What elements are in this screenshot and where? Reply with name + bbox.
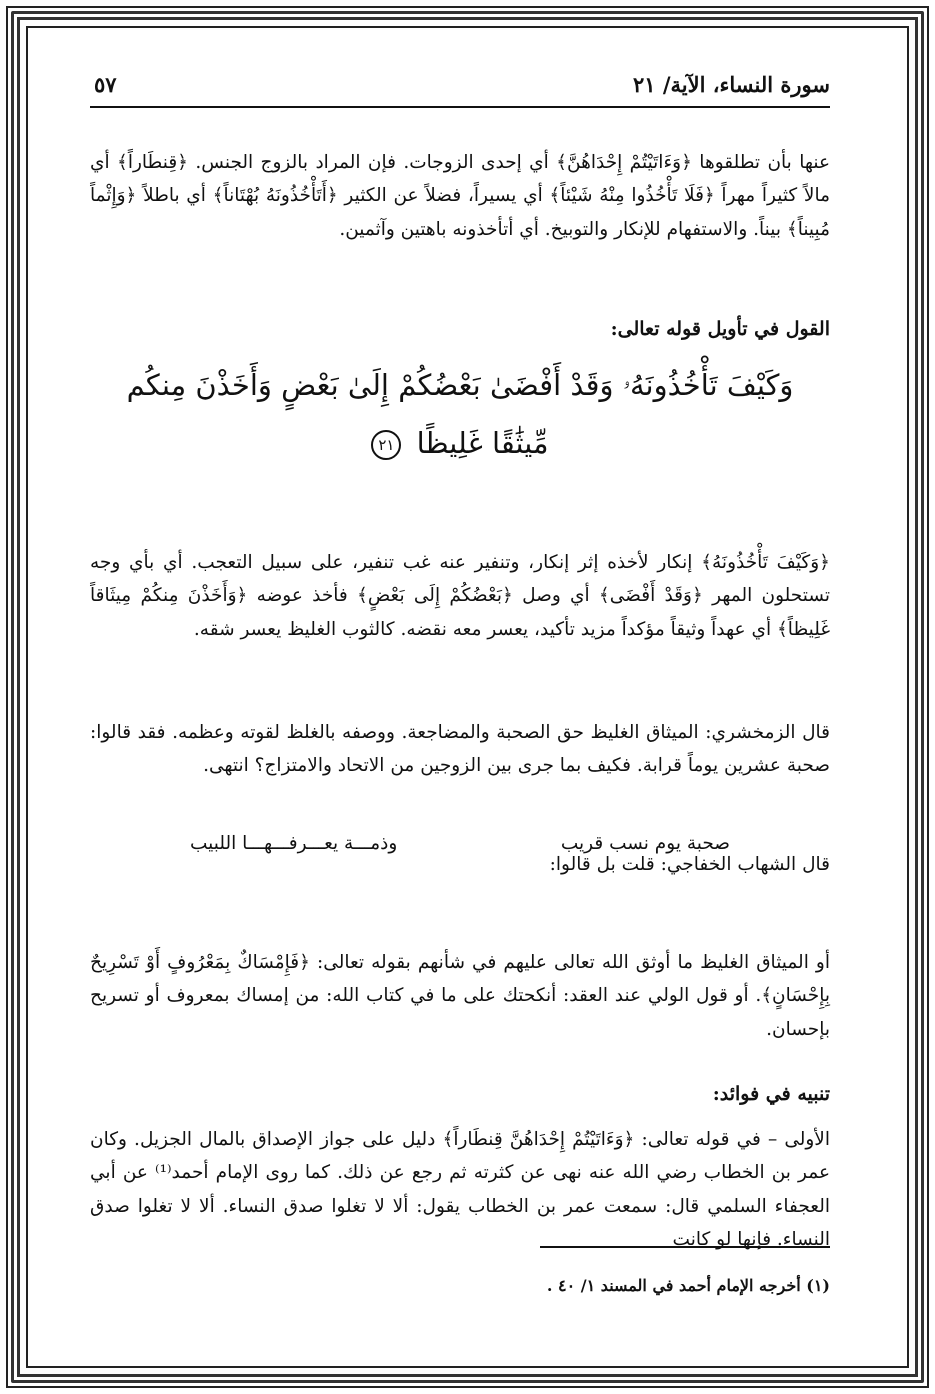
header-rule	[90, 106, 830, 108]
running-title: سورة النساء، الآية/ ٢١	[632, 72, 830, 97]
book-page	[90, 68, 830, 1343]
page-header	[90, 68, 830, 108]
quran-verse-line-2	[110, 418, 810, 468]
section-heading-fawaid: تنبيه في فوائد:	[712, 1083, 830, 1105]
poem-hemistich-1: صحبة يوم نسب قريب	[560, 833, 730, 854]
poem-verse	[190, 833, 730, 854]
section-heading-tawil: القول في تأويل قوله تعالى:	[610, 318, 830, 340]
paragraph-6: الأولى – في قوله تعالى: ﴿وَءَاتَيْتُمْ إِحْدَاهُنَّ قِنطَاراً﴾ دليل على جواز الإصداق بالمال الجزيل. وكان عمر بن الخطاب رضي الله عنه نهى عن كثرته ثم رجع عن ذلك. كما روى الإمام أحمد⁽¹⁾ عن أبي العجفاء السلمي قال: سمعت عمر بن الخطاب يقول: ألا لا تغلوا صدق النساء. ألا لا تغلوا صدق النساء. فإنها لو كانت	[90, 1129, 830, 1251]
quran-verse-line-2-text: مِّيثَٰقًا غَلِيظًا	[416, 426, 549, 460]
page-number: ٥٧	[94, 72, 117, 97]
footnote: (١) أخرجه الإمام أحمد في المسند ١/ ٤٠ .	[546, 1276, 830, 1295]
quran-verse-line-1: وَكَيْفَ تَأْخُذُونَهُۥ وَقَدْ أَفْضَىٰ بَعْضُكُمْ إِلَىٰ بَعْضٍ وَأَخَذْنَ مِنكُم	[126, 368, 794, 402]
poem-hemistich-2: وذمـــة يعـــرفـــهـــا اللبيب	[190, 833, 398, 854]
paragraph-4: قال الشهاب الخفاجي: قلت بل قالوا:	[549, 854, 830, 875]
paragraph-2: ﴿وَكَيْفَ تَأْخُذُونَهُ﴾ إنكار لأخذه إثر إنكار، وتنفير عنه غب تنفير، على سبيل التعجب. أي بأي وجه تستحلون المهر ﴿وَقَدْ أَفْضَى﴾ أي وصل ﴿بَعْضُكُمْ إِلَى بَعْضٍ﴾ فأخذ عوضه ﴿وَأَخَذْنَ مِنكُمْ مِيثَاقاً غَلِيظاً﴾ أي عهداً وثيقاً مؤكداً مزيد تأكيد، يعسر معه نقضه. كالثوب الغليظ يعسر شقه.	[90, 552, 830, 640]
footnote-rule	[540, 1246, 830, 1248]
paragraph-3: قال الزمخشري: الميثاق الغليظ حق الصحبة والمضاجعة. ووصفه بالغلظ لقوته وعظمه. فقد قالوا: صحبة عشرين يوماً قرابة. فكيف بما جرى بين الزوجين من الاتحاد والامتزاج؟ انتهى.	[90, 722, 830, 777]
paragraph-5: أو الميثاق الغليظ ما أوثق الله تعالى عليهم في شأنهم بقوله تعالى: ﴿فَإِمْسَاكٌ بِمَعْرُوفٍ أَوْ تَسْرِيحٌ بِإِحْسَانٍ﴾. أو قول الولي عند العقد: أنكحتك على ما في كتاب الله: من إمساك بمعروف أو تسريح بإحسان.	[90, 952, 830, 1040]
ayah-number-marker: ٢١	[371, 430, 401, 460]
paragraph-1: عنها بأن تطلقوها ﴿وَءَاتَيْتُمْ إِحْدَاهُنَّ﴾ أي إحدى الزوجات. فإن المراد بالزوج الجنس. ﴿قِنطَاراً﴾ أي مالاً كثيراً مهراً ﴿فَلَا تَأْخُذُوا مِنْهُ شَيْئاً﴾ أي يسيراً، فضلاً عن الكثير ﴿أَتَأْخُذُونَهُ بُهْتَاناً﴾ أي باطلاً ﴿وَإِثْماً مُبِيناً﴾ بيناً. والاستفهام للإنكار والتوبيخ. أي أتأخذونه باهتين وآثمين.	[90, 152, 830, 240]
